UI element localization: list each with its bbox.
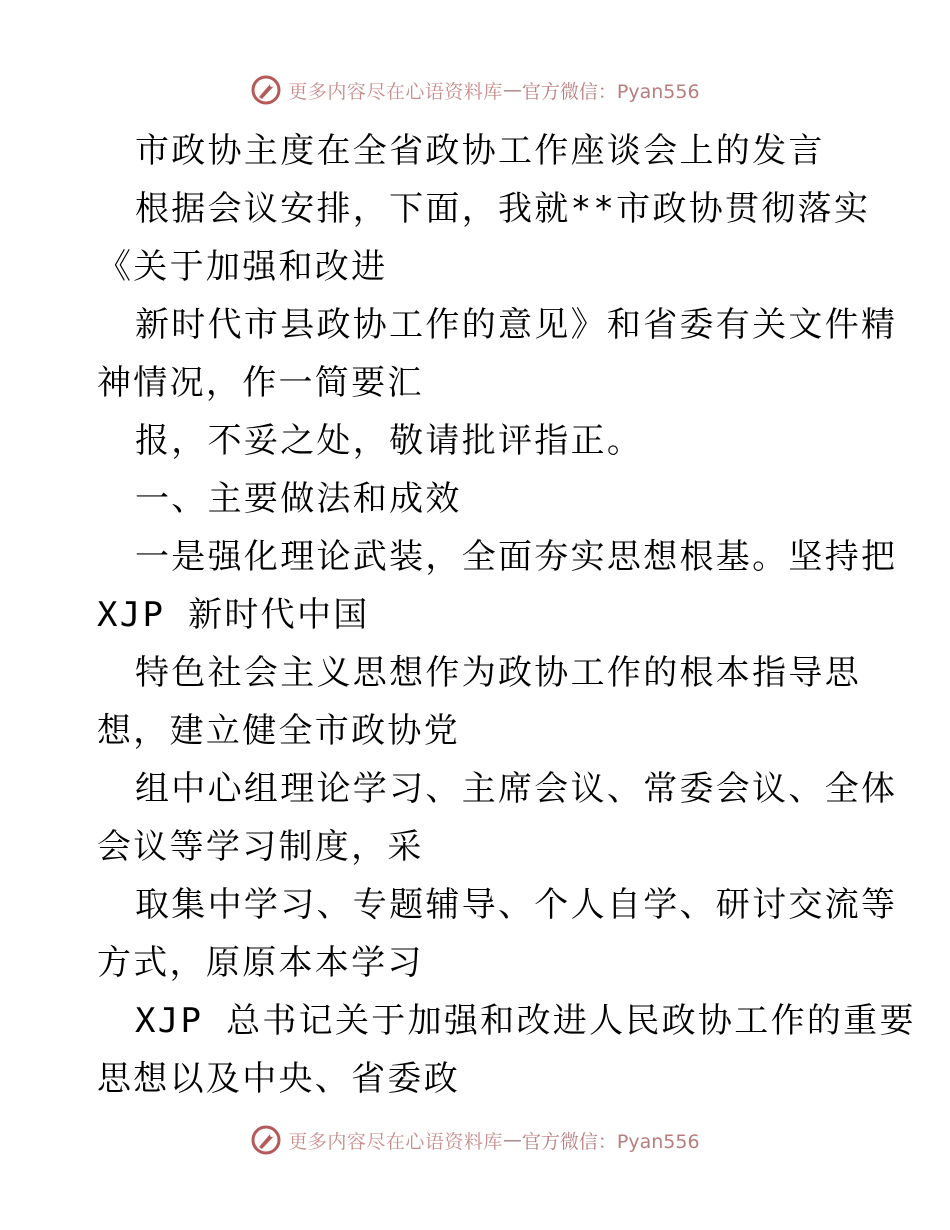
document-body (97, 122, 916, 1108)
document-title: 市政协主度在全省政协工作座谈会上的发言 (135, 131, 825, 171)
text-line: XJP 新时代中国 (97, 595, 370, 635)
watermark-dash: — (502, 79, 522, 101)
header-watermark (0, 70, 950, 110)
text-line: 会议等学习制度，采 (97, 827, 424, 867)
text-line: 特色社会主义思想作为政协工作的根本指导思 (135, 653, 861, 693)
text-line: 思想以及中央、省委政 (97, 1059, 460, 1099)
text-line: 想，建立健全市政协党 (97, 711, 460, 751)
footer-watermark (0, 1120, 950, 1160)
text-line: 一是强化理论武装，全面夯实思想根基。坚持把 (135, 537, 898, 577)
watermark-wechat-text: 官方微信：Pyan556 (521, 80, 700, 103)
text-line: 组中心组理论学习、主席会议、常委会议、全体 (135, 769, 898, 809)
pen-nib-circle-icon (250, 1124, 282, 1156)
text-line: 神情况，作一简要汇 (97, 363, 424, 403)
watermark-main-text: 更多内容尽在心语资料库 (288, 80, 503, 103)
text-line: 方式，原原本本学习 (97, 943, 424, 983)
watermark-wechat-text: 官方微信：Pyan556 (521, 1130, 700, 1153)
watermark-dash: — (502, 1129, 522, 1151)
text-line: 报，不妥之处，敬请批评指正。 (135, 421, 644, 461)
text-line: 《关于加强和改进 (97, 247, 388, 287)
section-heading: 一、主要做法和成效 (135, 479, 462, 519)
text-line: 根据会议安排，下面，我就**市政协贯彻落实 (135, 189, 871, 229)
watermark-main-text: 更多内容尽在心语资料库 (288, 1130, 503, 1153)
text-line: 新时代市县政协工作的意见》和省委有关文件精 (135, 305, 898, 345)
text-line: XJP 总书记关于加强和改进人民政协工作的重要 (135, 1001, 916, 1041)
pen-nib-circle-icon (250, 74, 282, 106)
text-line: 取集中学习、专题辅导、个人自学、研讨交流等 (135, 885, 898, 925)
